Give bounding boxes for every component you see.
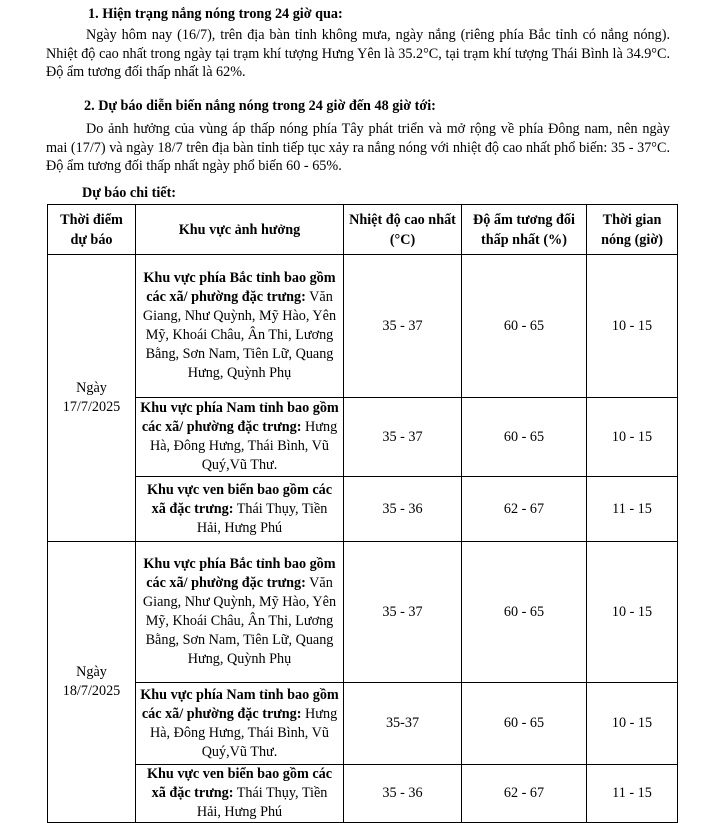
hours-cell: 10 - 15 (587, 398, 678, 477)
table-row (48, 255, 678, 398)
humidity-cell: 62 - 67 (462, 765, 587, 823)
temp-cell: 35 - 36 (344, 765, 462, 823)
hours-cell: 11 - 15 (587, 477, 678, 542)
detail-heading: Dự báo chi tiết: (82, 185, 177, 201)
temp-cell: 35 - 36 (344, 477, 462, 542)
date-value: 18/7/2025 (62, 683, 121, 699)
table-row (48, 398, 678, 477)
hours-cell: 11 - 15 (587, 765, 678, 823)
humidity-cell: 62 - 67 (462, 477, 587, 542)
area-cell (136, 477, 344, 542)
header-max-temp: Nhiệt độ cao nhất (°C) (344, 205, 462, 255)
humidity-cell: 60 - 65 (462, 542, 587, 683)
table-row (48, 683, 678, 765)
area-list: Thái Thụy, Tiền Hải, Hưng Phú (196, 785, 328, 820)
area-list: Văn Giang, Như Quỳnh, Mỹ Hào, Yên Mỹ, Khoái Châu, Ân Thi, Lương Bằng, Sơn Nam, Tiên Lữ, Quang Hưng, Quỳnh Phụ (142, 575, 337, 667)
section1-text: Ngày hôm nay (16/7), trên địa bàn tỉnh không mưa, ngày nắng (riêng phía Bắc tỉnh có nắng nóng). Nhiệt độ cao nhất trong ngày tại trạm khí tượng Hưng Yên là 35.2°C, tại trạm khí tượng Thái Bình là 34.9°C. Độ ẩm tương đối thấp nhất là 62%. (46, 27, 670, 80)
area-title: Khu vực phía Bắc tỉnh bao gồm các xã/ phường đặc trưng: (143, 556, 336, 591)
humidity-cell: 60 - 65 (462, 683, 587, 765)
area-cell (136, 683, 344, 765)
hours-cell: 10 - 15 (587, 542, 678, 683)
section2-text: Do ảnh hưởng của vùng áp thấp nóng phía Tây phát triển và mở rộng về phía Đông nam, nên ngày mai (17/7) và ngày 18/7 trên địa bàn tỉnh tiếp tục xảy ra nắng nóng với nhiệt độ cao nhất phổ biến: 35 - 37°C. Độ ẩm tương đối thấp nhất ngày phổ biến 60 - 65%. (46, 121, 670, 174)
header-hot-hours: Thời gian nóng (giờ) (587, 205, 678, 255)
area-cell (136, 398, 344, 477)
area-title: Khu vực phía Bắc tỉnh bao gồm các xã/ phường đặc trưng: (143, 270, 336, 305)
temp-cell: 35-37 (344, 683, 462, 765)
area-title: Khu vực phía Nam tỉnh bao gồm các xã/ phường đặc trưng: (140, 686, 339, 722)
area-title: Khu vực phía Nam tỉnh bao gồm các xã/ phường đặc trưng: (140, 400, 339, 435)
temp-cell: 35 - 37 (344, 542, 462, 683)
date-value: 17/7/2025 (62, 399, 121, 415)
header-min-humidity: Độ ẩm tương đối thấp nhất (%) (462, 205, 587, 255)
date-label: Ngày (76, 380, 107, 396)
section1-heading: 1. Hiện trạng nắng nóng trong 24 giờ qua: (88, 6, 343, 22)
area-title: Khu vực ven biển bao gồm các xã đặc trưng: (146, 481, 333, 517)
section1-paragraph (46, 26, 670, 82)
area-cell (136, 255, 344, 398)
date-cell (48, 542, 136, 823)
date-cell (48, 255, 136, 542)
forecast-table (47, 204, 678, 823)
hours-cell: 10 - 15 (587, 255, 678, 398)
area-cell (136, 765, 344, 823)
area-list: Thái Thụy, Tiền Hải, Hưng Phú (196, 500, 328, 536)
area-list: Văn Giang, Như Quỳnh, Mỹ Hào, Yên Mỹ, Khoái Châu, Ân Thi, Lương Bằng, Sơn Nam, Tiên Lữ, Quang Hưng, Quỳnh Phụ (142, 289, 337, 381)
section2-paragraph (46, 120, 670, 176)
temp-cell: 35 - 37 (344, 255, 462, 398)
table-row (48, 542, 678, 683)
table-row (48, 765, 678, 823)
header-area: Khu vực ảnh hưởng (136, 205, 344, 255)
area-list: Hưng Hà, Đông Hưng, Thái Bình, Vũ Quý,Vũ Thư. (150, 705, 338, 760)
area-cell (136, 542, 344, 683)
date-label: Ngày (76, 664, 107, 680)
temp-cell: 35 - 37 (344, 398, 462, 477)
header-time: Thời điểm dự báo (48, 205, 136, 255)
area-list: Hưng Hà, Đông Hưng, Thái Bình, Vũ Quý,Vũ Thư. (150, 419, 338, 473)
table-row (48, 477, 678, 542)
section2-heading: 2. Dự báo diễn biến nắng nóng trong 24 giờ đến 48 giờ tới: (84, 98, 436, 114)
area-title: Khu vực ven biển bao gồm các xã đặc trưng: (146, 766, 333, 801)
humidity-cell: 60 - 65 (462, 398, 587, 477)
humidity-cell: 60 - 65 (462, 255, 587, 398)
table-header-row (48, 205, 678, 255)
hours-cell: 10 - 15 (587, 683, 678, 765)
